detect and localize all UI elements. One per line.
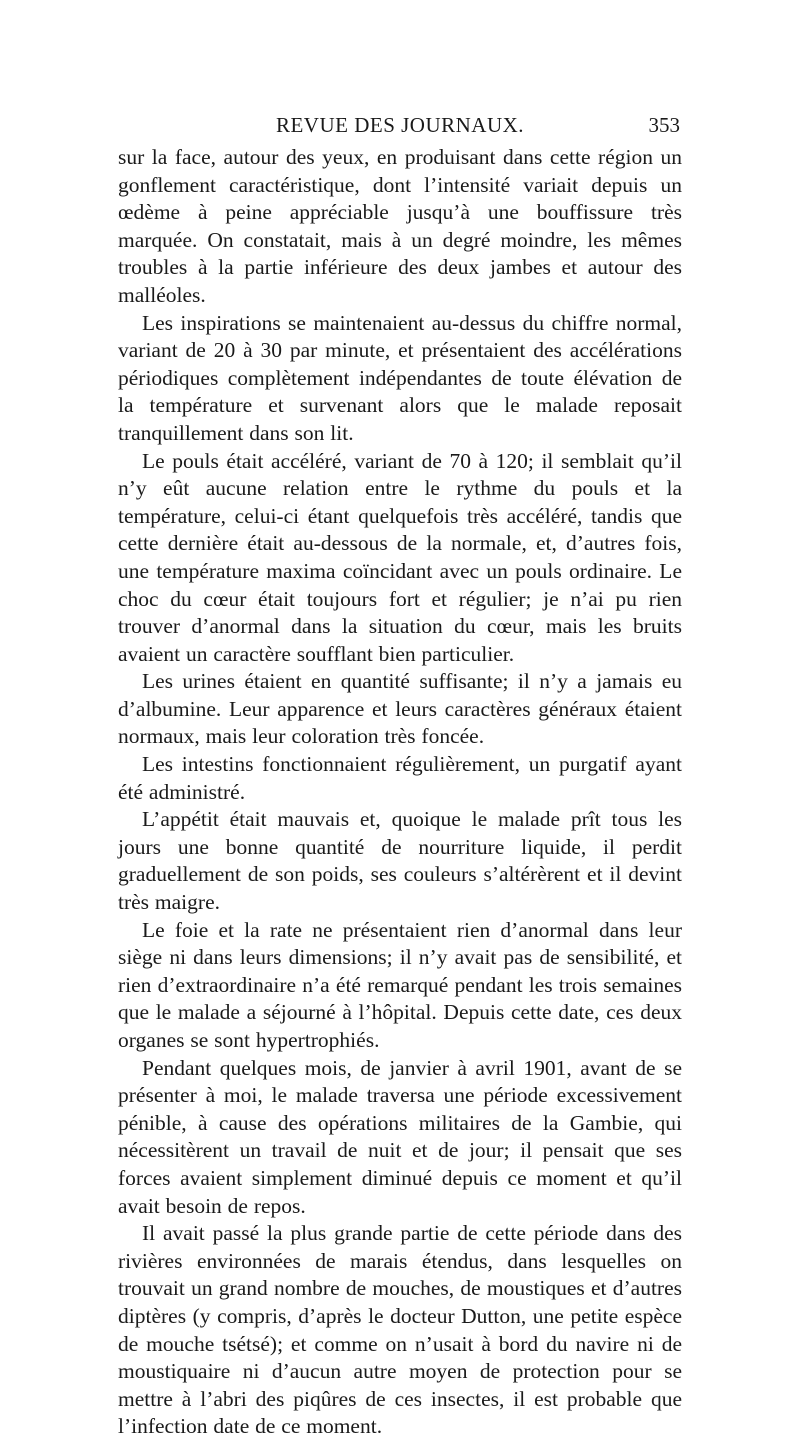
paragraph-respiration: Les inspirations se maintenaient au-dessus du chiffre normal, variant de 20 à 30 par minute, et présentaient des accélérations périodiques complètement indépendantes de toute élévation de la température et survenant alors que le malade reposait tranquillement dans son lit.: [118, 310, 682, 445]
paragraph-appetite: L’appétit était mauvais et, quoique le malade prît tous les jours une bonne quantité de nourriture liquide, il perdit graduellement de son poids, ses couleurs s’altérèrent et il devint très maigre.: [118, 807, 682, 915]
paragraph-military-operations: Pendant quelques mois, de janvier à avril 1901, avant de se présenter à moi, le malade traversa une période excessivement pénible, à cause des opérations militaires de la Gambie, qui nécessitèrent un travail de nuit et de jour; il pensait que ses forces avaient simplement diminué depuis ce moment et qu’il avait besoin de repos.: [118, 1055, 682, 1218]
paragraph-pulse: Le pouls était accéléré, variant de 70 à 120; il semblait qu’il n’y eût aucune relation entre le rythme du pouls et la température, celui-ci étant quelquefois très accéléré, tandis que cette dernière était au-dessous de la normale, et, d’autres fois, une température maxima coïncidant avec un pouls ordinaire. Le choc du cœur était toujours fort et régulier; je n’ai pu rien trouver d’anormal dans la situation du cœur, mais les bruits avaient un caractère soufflant bien particulier.: [118, 448, 682, 666]
paragraph-continued-face-swelling: sur la face, autour des yeux, en produisant dans cette région un gonflement caractéristique, dont l’intensité variait depuis un œdème à peine appréciable jusqu’à une bouffissure très marquée. On constatait, mais à un degré moindre, les mêmes troubles à la partie inférieure des deux jambes et autour des malléoles.: [118, 145, 682, 307]
paragraph-infection-origin: Il avait passé la plus grande partie de cette période dans des rivières environnées de marais étendus, dans lesquelles on trouvait un grand nombre de mouches, de moustiques et d’autres diptères (y compris, d’après le docteur Dutton, une petite espèce de mouche tsétsé); et comme on n’usait à bord du navire ni de moustiquaire ni d’aucun autre moyen de protection pour se mettre à l’abri des piqûres de ces insectes, il est probable que l’infection date de ce moment.: [118, 1221, 682, 1439]
paragraph-liver-spleen: Le foie et la rate ne présentaient rien d’anormal dans leur siège ni dans leurs dimensions; il n’y avait pas de sensibilité, et rien d’extraordinaire n’a été remarqué pendant les trois semaines que le malade a séjourné à l’hôpital. Depuis cette date, ces deux organes se sont hypertrophiés.: [118, 917, 682, 1052]
paragraph-intestines: Les intestins fonctionnaient régulièrement, un purgatif ayant été administré.: [118, 752, 682, 804]
body-text: [118, 144, 682, 1441]
running-title: REVUE DES JOURNAUX.: [275, 113, 525, 137]
paragraph-urine: Les urines étaient en quantité suffisante; il n’y a jamais eu d’albumine. Leur apparence et leurs caractères généraux étaient normaux, mais leur coloration très foncée.: [118, 669, 682, 749]
page-number: 353: [648, 113, 680, 137]
running-head: [120, 113, 680, 143]
